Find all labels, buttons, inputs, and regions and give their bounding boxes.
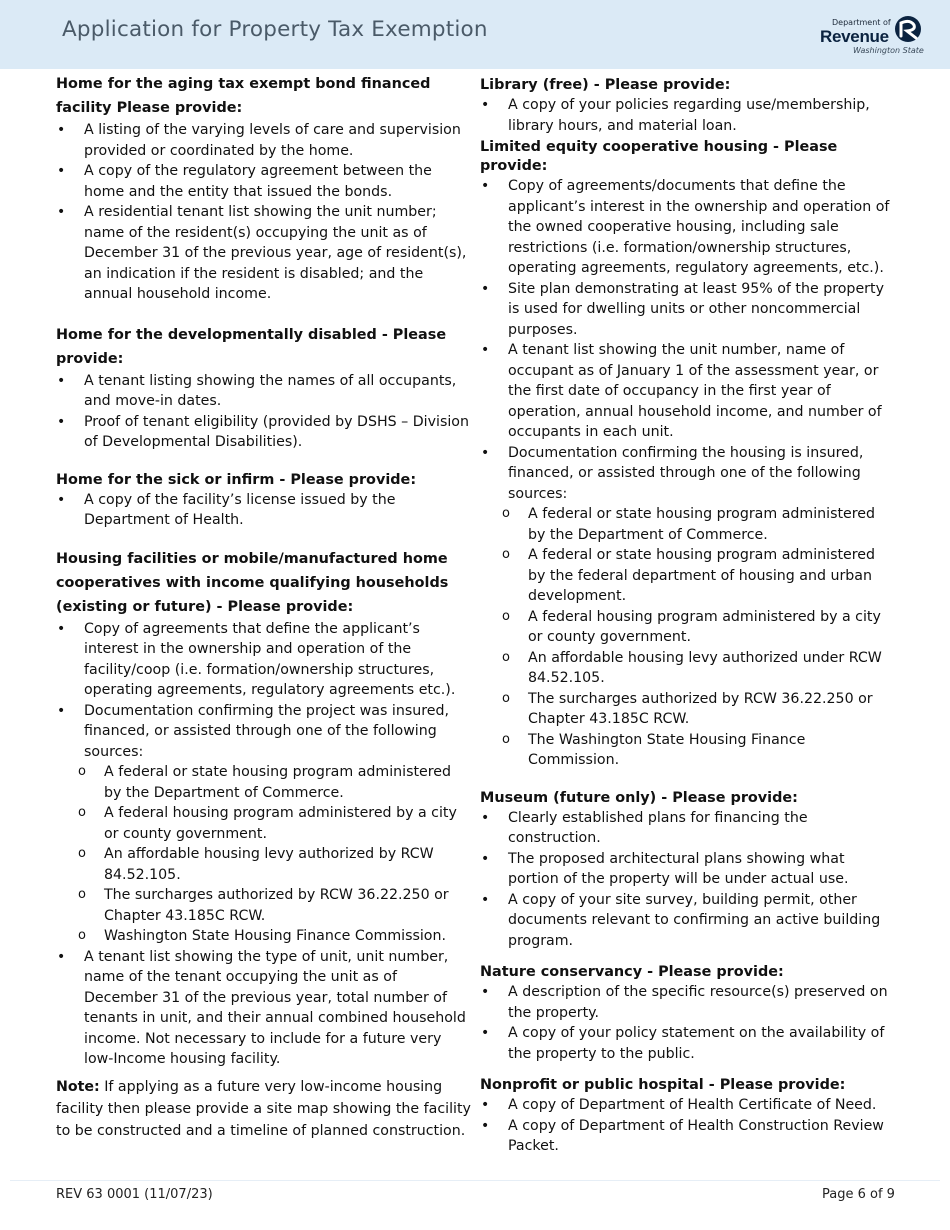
sub-list-item: o An affordable housing levy authorized by RCW 84.52.105. (56, 844, 472, 885)
section-heading: Library (free) - Please provide: (480, 77, 731, 93)
list-item: • A tenant list showing the type of unit, unit number, name of the tenant occupying the unit as of December 31 of the previous year, total number of tenants in unit, and their annual combined household income. Not necessary to include for a future very low-Income housing facility. (56, 947, 472, 1070)
section-heading: Limited equity cooperative housing - Please provide: (480, 139, 838, 174)
sub-list-item: o A federal housing program administered by a city or county government. (56, 803, 472, 844)
footer-divider (10, 1180, 940, 1181)
section-heading: Home for the aging tax exempt bond financed facility Please provide: (56, 76, 431, 116)
requirement-list (480, 95, 894, 136)
sub-list (480, 504, 894, 771)
logo-agency-text: Revenue (820, 27, 889, 46)
sub-list-item: o A federal or state housing program administered by the Department of Commerce. (56, 762, 472, 803)
section-heading: Museum (future only) - Please provide: (480, 789, 798, 806)
list-item: • Clearly established plans for financing the construction. (480, 808, 894, 849)
list-item: • A copy of the facility’s license issued by the Department of Health. (56, 490, 472, 531)
list-item: • A copy of Department of Health Construction Review Packet. (480, 1116, 894, 1157)
section-nature-conservancy (480, 963, 894, 1064)
sub-list-item: o The surcharges authorized by RCW 36.22.250 or Chapter 43.185C RCW. (480, 689, 894, 730)
note-paragraph (56, 1076, 472, 1142)
section-developmentally-disabled (56, 323, 472, 453)
sub-list-item: o A federal or state housing program administered by the Department of Commerce. (480, 504, 894, 545)
section-heading: Home for the developmentally disabled - Please provide: (56, 326, 447, 367)
logo-department-text: Department of (832, 18, 891, 27)
list-item: • A tenant listing showing the names of all occupants, and move-in dates. (56, 371, 472, 412)
list-item-text: Documentation confirming the housing is insured, financed, or assisted through one of the following sources: (508, 444, 864, 502)
page-number: Page 6 of 9 (822, 1187, 895, 1202)
section-museum (480, 789, 894, 952)
list-item: • A residential tenant list showing the unit number; name of the resident(s) occupying the unit as of December 31 of the previous year, age of resident(s), an indication if the resident is disabled; and the annual household income. (56, 202, 472, 305)
page-header (0, 0, 950, 69)
list-item: • A copy of your policy statement on the availability of the property to the public. (480, 1023, 894, 1064)
section-heading: Housing facilities or mobile/manufactured home cooperatives with income qualifying households (existing or future) - Please provide: (56, 550, 449, 615)
right-column (480, 76, 894, 1169)
logo-mark-icon (892, 14, 924, 46)
list-item: • A listing of the varying levels of care and supervision provided or coordinated by the home. (56, 120, 472, 161)
list-item: • A description of the specific resource(s) preserved on the property. (480, 982, 894, 1023)
requirement-list (56, 120, 472, 305)
page-title: Application for Property Tax Exemption (62, 17, 488, 42)
section-heading: Nature conservancy - Please provide: (480, 964, 784, 980)
left-column (56, 72, 472, 1154)
requirement-list (56, 490, 472, 531)
requirement-list (56, 371, 472, 453)
section-limited-equity-coop (480, 138, 894, 771)
requirement-list (480, 1095, 894, 1157)
requirement-list (56, 619, 472, 1070)
logo-state-text: Washington State (853, 46, 924, 55)
list-item: • A copy of Department of Health Certificate of Need. (480, 1095, 894, 1116)
list-item (56, 701, 472, 947)
section-home-aging (56, 72, 472, 305)
section-heading: Nonprofit or public hospital - Please provide: (480, 1077, 846, 1093)
form-id: REV 63 0001 (11/07/23) (56, 1187, 213, 1202)
sub-list-item: o An affordable housing levy authorized under RCW 84.52.105. (480, 648, 894, 689)
requirement-list (480, 176, 894, 771)
requirement-list (480, 808, 894, 952)
section-library (480, 76, 894, 136)
sub-list-item: o Washington State Housing Finance Commission. (56, 926, 472, 947)
section-heading: Home for the sick or infirm - Please provide: (56, 471, 417, 488)
sub-list-item: o The surcharges authorized by RCW 36.22.250 or Chapter 43.185C RCW. (56, 885, 472, 926)
requirement-list (480, 982, 894, 1064)
list-item: • A copy of the regulatory agreement between the home and the entity that issued the bonds. (56, 161, 472, 202)
section-hospital (480, 1076, 894, 1157)
list-item: • A copy of your policies regarding use/membership, library hours, and material loan. (480, 95, 894, 136)
list-item: • Proof of tenant eligibility (provided by DSHS – Division of Developmental Disabilities). (56, 412, 472, 453)
list-item: • Copy of agreements that define the applicant’s interest in the ownership and operation of the facility/coop (i.e. formation/ownership structures, operating agreements, regulatory agreements etc.). (56, 619, 472, 701)
list-item: • Copy of agreements/documents that define the applicant’s interest in the ownership and operation of the owned cooperative housing, including sale restrictions (i.e. formation/ownership structures, operating agreements, regulatory agreements, etc.). (480, 176, 894, 279)
list-item: • Site plan demonstrating at least 95% of the property is used for dwelling units or other noncommercial purposes. (480, 279, 894, 341)
sub-list-item: o The Washington State Housing Finance Commission. (480, 730, 894, 771)
dor-logo (820, 14, 932, 58)
list-item: • A copy of your site survey, building permit, other documents relevant to confirming an active building program. (480, 890, 894, 952)
list-item-text: Documentation confirming the project was insured, financed, or assisted through one of the following sources: (84, 702, 449, 760)
note-text: If applying as a future very low-income housing facility then please provide a site map showing the facility to be constructed and a timeline of planned construction. (56, 1078, 471, 1139)
list-item (480, 443, 894, 771)
note-label: Note: (56, 1078, 100, 1095)
sub-list-item: o A federal or state housing program administered by the federal department of housing and urban development. (480, 545, 894, 607)
section-sick-infirm (56, 471, 472, 531)
sub-list (56, 762, 472, 947)
section-housing-facilities (56, 547, 472, 1142)
list-item: • A tenant list showing the unit number, name of occupant as of January 1 of the assessment year, or the first date of occupancy in the first year of operation, annual household income, and number of occupants in each unit. (480, 340, 894, 443)
sub-list-item: o A federal housing program administered by a city or county government. (480, 607, 894, 648)
list-item: • The proposed architectural plans showing what portion of the property will be under actual use. (480, 849, 894, 890)
